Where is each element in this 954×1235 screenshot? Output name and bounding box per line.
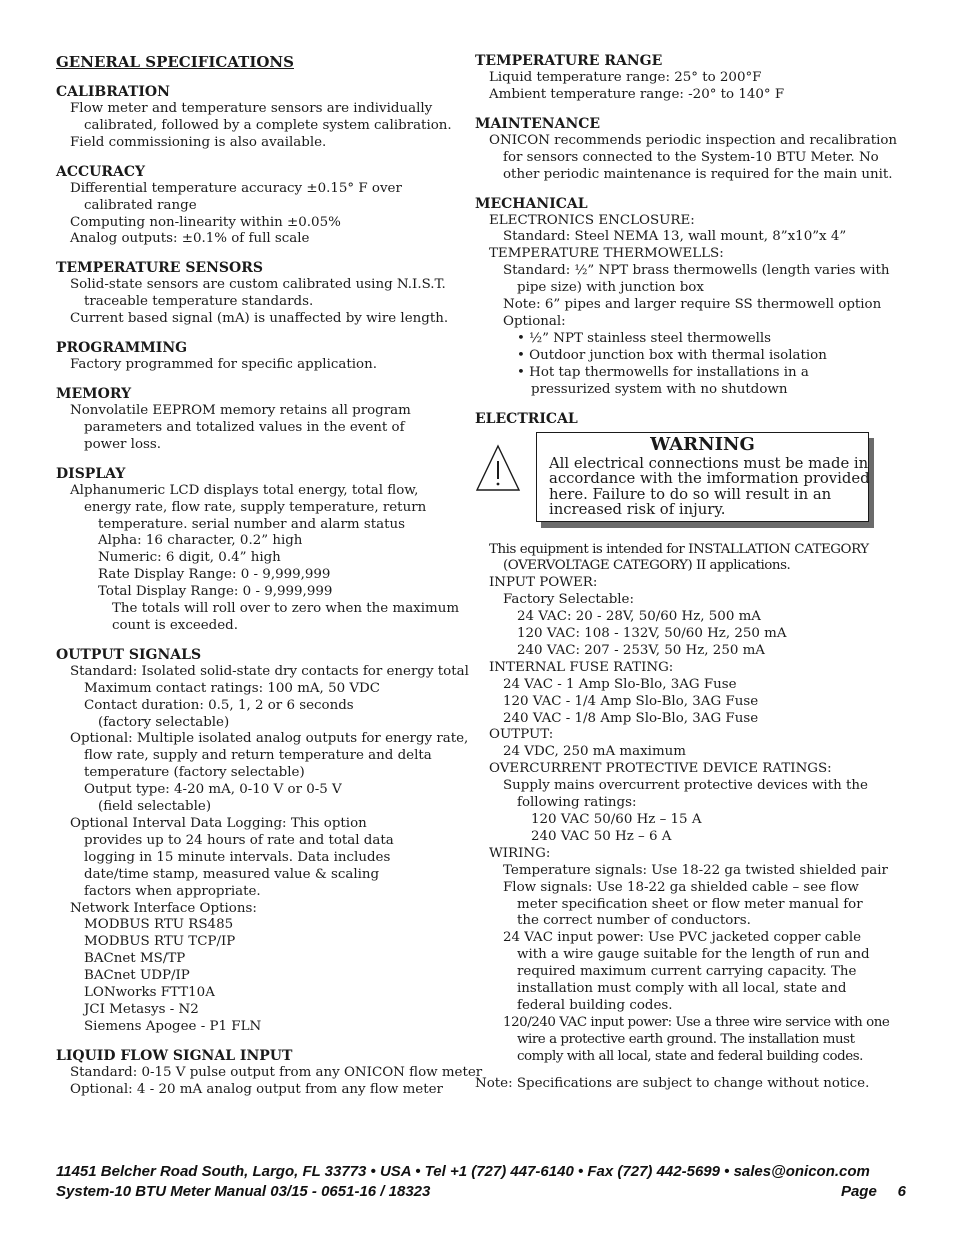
spec-line: federal building codes.: [517, 997, 673, 1013]
spec-section-temperature-range: [475, 52, 875, 104]
spec-line: 24 VDC, 250 mA maximum: [503, 744, 686, 760]
spec-line: Analog outputs: ±0.1% of full scale: [70, 231, 310, 247]
spec-line: wire a protective earth ground. The installation must: [517, 1031, 855, 1047]
warning-line: here. Failure to do so will result in an: [549, 485, 832, 503]
page-number: 6: [897, 1183, 906, 1200]
spec-line: Liquid temperature range: 25° to 200°F: [489, 70, 762, 85]
spec-line: calibrated range: [84, 197, 197, 213]
spec-line: • Hot tap thermowells for installations in a: [517, 364, 809, 380]
footer-address: 11451 Belcher Road South, Largo, FL 33773 • USA • Tel +1 (727) 447-6140 • Fax (727) 442-5699 • sales@onicon.com: [56, 1163, 870, 1180]
spec-line: Optional:: [503, 313, 566, 329]
footer-page: [841, 1182, 906, 1202]
section-heading: MAINTENANCE: [475, 115, 601, 132]
spec-line: The totals will roll over to zero when the maximum: [112, 601, 460, 617]
page-label: Page: [840, 1183, 877, 1200]
spec-line: Alphanumeric LCD displays total energy, total flow,: [70, 482, 419, 498]
spec-line: Optional: Multiple isolated analog outputs for energy rate,: [70, 731, 469, 747]
spec-line: Temperature signals: Use 18-22 ga twisted shielded pair: [503, 862, 888, 878]
spec-line: Network Interface Options:: [70, 900, 257, 916]
section-heading: ACCURACY: [56, 163, 145, 180]
spec-line: • ½” NPT stainless steel thermowells: [517, 330, 772, 346]
spec-line: meter specification sheet or flow meter manual for: [517, 896, 863, 912]
spec-line: Standard: 0-15 V pulse output from any ONICON flow meter: [70, 1064, 483, 1080]
spec-line: logging in 15 minute intervals. Data includes: [84, 849, 391, 865]
spec-line: following ratings:: [517, 795, 637, 811]
section-heading: ELECTRICAL: [475, 410, 578, 427]
section-heading: OUTPUT SIGNALS: [56, 646, 202, 663]
spec-line: Output type: 4-20 mA, 0-10 V or 0-5 V: [84, 782, 342, 798]
right-column: [475, 52, 898, 1093]
spec-line: • Outdoor junction box with thermal isolation: [517, 347, 827, 363]
spec-line: (OVERVOLTAGE CATEGORY) II applications.: [503, 558, 791, 574]
spec-line: 120 VAC - 1/4 Amp Slo-Blo, 3AG Fuse: [503, 693, 759, 709]
spec-line: with a wire gauge suitable for the length of run and: [517, 947, 870, 963]
spec-line: Differential temperature accuracy ±0.15° F over: [70, 180, 402, 196]
spec-line: flow rate, supply and return temperature and delta: [84, 748, 432, 764]
spec-line: OVERCURRENT PROTECTIVE DEVICE RATINGS:: [489, 761, 832, 777]
spec-line: temperature (factory selectable): [84, 765, 305, 781]
spec-line: Ambient temperature range: -20° to 140° F: [489, 86, 785, 102]
spec-line: energy rate, flow rate, supply temperature, return: [84, 499, 427, 515]
spec-line: traceable temperature standards.: [84, 294, 314, 310]
spec-line: ELECTRONICS ENCLOSURE:: [489, 212, 695, 228]
spec-section-temperature-sensors: [56, 259, 456, 328]
spec-line: OUTPUT:: [489, 727, 554, 743]
warning-triangle-icon: [475, 444, 521, 492]
spec-line: installation must comply with all local, state and: [517, 981, 847, 997]
spec-line: 240 VAC - 1/8 Amp Slo-Blo, 3AG Fuse: [503, 710, 759, 726]
spec-line: Factory programmed for specific application.: [70, 357, 377, 373]
warning-line: increased risk of injury.: [549, 501, 726, 519]
spec-line: 120 VAC 50/60 Hz – 15 A: [531, 812, 702, 827]
spec-line: (factory selectable): [98, 714, 230, 730]
spec-line: MODBUS RTU TCP/IP: [84, 934, 236, 950]
section-heading: PROGRAMMING: [56, 340, 188, 357]
spec-line: 120 VAC: 108 - 132V, 50/60 Hz, 250 mA: [517, 626, 787, 642]
spec-line: MODBUS RTU RS485: [84, 917, 234, 933]
spec-line: Total Display Range: 0 - 9,999,999: [98, 584, 333, 600]
spec-line: LONworks FTT10A: [84, 985, 215, 1001]
spec-line: Solid-state sensors are custom calibrated using N.I.S.T.: [70, 277, 446, 293]
spec-line: Numeric: 6 digit, 0.4” high: [98, 550, 281, 566]
warning-box: [536, 432, 869, 522]
spec-line: pipe size) with junction box: [517, 280, 704, 296]
right-sections: [475, 52, 898, 399]
spec-line: 120/240 VAC input power: Use a three wire service with one: [503, 1014, 890, 1030]
left-column: [56, 52, 483, 1110]
section-heading: MEMORY: [56, 385, 132, 402]
section-heading: DISPLAY: [56, 465, 126, 482]
spec-line: required maximum current carrying capacity. The: [517, 964, 857, 980]
spec-line: date/time stamp, measured value & scaling: [84, 866, 380, 882]
spec-line: Computing non-linearity within ±0.05%: [70, 214, 341, 230]
warning-line: All electrical connections must be made in: [549, 454, 869, 472]
spec-line: Rate Display Range: 0 - 9,999,999: [98, 567, 331, 583]
spec-line: ONICON recommends periodic inspection and recalibration: [489, 132, 898, 148]
spec-line: 240 VAC: 207 - 253V, 50 Hz, 250 mA: [517, 642, 765, 658]
spec-line: calibrated, followed by a complete system calibration.: [84, 117, 452, 133]
spec-line: TEMPERATURE THERMOWELLS:: [489, 246, 724, 262]
electrical-lines: [475, 541, 890, 1066]
spec-line: BACnet UDP/IP: [84, 968, 190, 984]
spec-line: comply with all local, state and federal building codes.: [517, 1048, 863, 1064]
spec-line: INTERNAL FUSE RATING:: [489, 659, 674, 675]
spec-line: Standard: Steel NEMA 13, wall mount, 8”x10”x 4”: [503, 229, 847, 245]
spec-section-display: [56, 465, 460, 635]
page-title: GENERAL SPECIFICATIONS: [56, 53, 294, 71]
section-heading: LIQUID FLOW SIGNAL INPUT: [56, 1047, 293, 1064]
spec-section-memory: [56, 385, 456, 454]
spec-line: 24 VAC - 1 Amp Slo-Blo, 3AG Fuse: [503, 676, 737, 692]
spec-section-maintenance: [475, 115, 898, 184]
spec-line: Note: 6” pipes and larger require SS thermowell option: [503, 297, 882, 313]
spec-line: Maximum contact ratings: 100 mA, 50 VDC: [84, 680, 381, 696]
spec-line: Flow signals: Use 18-22 ga shielded cable – see flow: [503, 879, 859, 895]
spec-line: JCI Metasys - N2: [84, 1001, 199, 1017]
spec-line: Standard: ½” NPT brass thermowells (length varies with: [503, 263, 890, 279]
section-heading: TEMPERATURE SENSORS: [56, 260, 263, 277]
warning-text: [537, 456, 868, 518]
spec-line: 24 VAC input power: Use PVC jacketed copper cable: [503, 930, 862, 946]
spec-section-output-signals: [56, 646, 469, 1036]
spec-line: provides up to 24 hours of rate and total data: [84, 832, 394, 848]
spec-line: 240 VAC 50 Hz – 6 A: [531, 828, 672, 844]
spec-line: This equipment is intended for INSTALLATION CATEGORY: [489, 541, 869, 557]
spec-line: Flow meter and temperature sensors are individually: [70, 101, 433, 116]
warning-block: [475, 432, 875, 542]
spec-section-programming: [56, 339, 456, 374]
warning-line: accordance with the imformation provided: [549, 470, 870, 488]
spec-section-electrical: [475, 410, 890, 1066]
spec-line: WIRING:: [489, 845, 551, 861]
spec-note: Note: Specifications are subject to change without notice.: [475, 1075, 870, 1091]
spec-line: Optional Interval Data Logging: This option: [70, 816, 367, 831]
spec-section-accuracy: [56, 163, 456, 249]
spec-section-mechanical: [475, 195, 890, 399]
warning-title: WARNING: [650, 433, 755, 455]
spec-line: Factory Selectable:: [503, 592, 634, 608]
footer-manual-title: System-10 BTU Meter Manual 03/15 - 0651-16 / 18323: [56, 1183, 431, 1200]
spec-line: the correct number of conductors.: [517, 913, 751, 929]
spec-line: power loss.: [84, 436, 162, 452]
spec-line: count is exceeded.: [112, 617, 239, 633]
spec-line: Contact duration: 0.5, 1, 2 or 6 seconds: [84, 697, 354, 713]
spec-line: (field selectable): [98, 799, 212, 815]
spec-line: Alpha: 16 character, 0.2” high: [98, 533, 303, 549]
section-heading: CALIBRATION: [56, 84, 170, 100]
spec-line: 24 VAC: 20 - 28V, 50/60 Hz, 500 mA: [517, 609, 761, 625]
section-heading: TEMPERATURE RANGE: [475, 53, 663, 69]
spec-line: temperature. serial number and alarm status: [98, 516, 405, 532]
spec-line: Siemens Apogee - P1 FLN: [84, 1018, 262, 1034]
spec-line: Optional: 4 - 20 mA analog output from any flow meter: [70, 1081, 443, 1097]
section-heading: MECHANICAL: [475, 195, 588, 212]
spec-line: INPUT POWER:: [489, 575, 598, 591]
spec-line: pressurized system with no shutdown: [531, 381, 788, 397]
spec-line: Supply mains overcurrent protective devices with the: [503, 778, 868, 794]
spec-line: Field commissioning is also available.: [70, 134, 327, 150]
spec-line: factors when appropriate.: [84, 883, 261, 899]
spec-section-liquid-flow-signal-input: [56, 1047, 483, 1099]
spec-line: for sensors connected to the System-10 BTU Meter. No: [503, 149, 879, 165]
spec-line: Nonvolatile EEPROM memory retains all program: [70, 402, 411, 418]
left-sections: [56, 83, 483, 1099]
spec-line: BACnet MS/TP: [84, 951, 186, 967]
spec-line: Current based signal (mA) is unaffected by wire length.: [70, 311, 449, 327]
spec-line: other periodic maintenance is required for the main unit.: [503, 166, 893, 182]
spec-line: parameters and totalized values in the event of: [84, 419, 405, 435]
spec-section-calibration: [56, 83, 456, 152]
spec-line: Standard: Isolated solid-state dry contacts for energy total: [70, 663, 469, 679]
footer-manual-line: [56, 1182, 906, 1202]
